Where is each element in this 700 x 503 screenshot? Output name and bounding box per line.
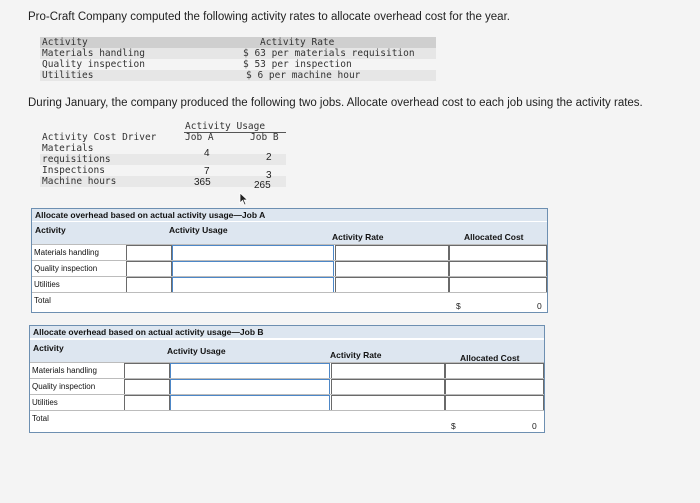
col-allocated-cost: Allocated Cost xyxy=(464,232,524,242)
usage-a-value: 4 xyxy=(204,148,210,159)
col-allocated-cost: Allocated Cost xyxy=(460,353,520,363)
col-activity-usage: Activity Usage xyxy=(167,346,226,356)
worksheet-row xyxy=(30,362,544,379)
col-activity-usage: Activity Usage xyxy=(169,225,228,235)
rate-input[interactable] xyxy=(335,277,449,293)
mouse-cursor-icon xyxy=(239,192,249,206)
worksheet-title: Allocate overhead based on actual activity usage—Job B xyxy=(30,326,544,338)
col-activity-rate: Activity Rate xyxy=(330,350,382,360)
usage-driver: Inspections xyxy=(42,165,105,176)
usage-driver: Machine hours xyxy=(42,176,117,187)
usage-driver-input[interactable] xyxy=(170,363,330,379)
usage-driver: Materials xyxy=(42,143,94,154)
row-label: Total xyxy=(34,296,51,305)
usage-input[interactable] xyxy=(126,277,172,293)
cost-input[interactable] xyxy=(445,363,544,379)
cost-input[interactable] xyxy=(449,277,547,293)
row-label: Quality inspection xyxy=(32,382,96,391)
row-label: Utilities xyxy=(34,280,60,289)
cost-input[interactable] xyxy=(449,245,547,261)
usage-group-header: Activity Usage xyxy=(185,121,266,132)
usage-col-driver: Activity Cost Driver xyxy=(42,132,157,143)
rate-input[interactable] xyxy=(331,363,445,379)
usage-input[interactable] xyxy=(124,395,170,411)
usage-col-b: Job B xyxy=(250,132,279,143)
rates-row xyxy=(40,70,436,81)
usage-b-value: 2 xyxy=(266,152,272,163)
row-label: Quality inspection xyxy=(34,264,98,273)
rates-header-row xyxy=(40,37,436,48)
rates-rate: $ 6 per machine hour xyxy=(246,70,361,81)
rate-input[interactable] xyxy=(331,379,445,395)
rates-activity: Quality inspection xyxy=(42,59,145,70)
total-value: 0 xyxy=(537,301,542,311)
worksheet-row xyxy=(30,394,544,411)
rates-activity: Utilities xyxy=(42,70,94,81)
worksheet-total-row xyxy=(32,292,547,312)
rate-input[interactable] xyxy=(335,261,449,277)
worksheet-job-b xyxy=(29,325,545,433)
rates-header-rate: Activity Rate xyxy=(260,37,335,48)
usage-driver-input[interactable] xyxy=(170,379,330,395)
row-label: Utilities xyxy=(32,398,58,407)
rates-activity: Materials handling xyxy=(42,48,145,59)
total-currency: $ xyxy=(451,421,456,431)
worksheet-total-row xyxy=(30,410,544,431)
instruction-text: During January, the company produced the following two jobs. Allocate overhead cost to each job using the activity rates. xyxy=(28,97,643,109)
total-value: 0 xyxy=(532,421,537,431)
usage-b-value: 265 xyxy=(254,180,271,191)
usage-input[interactable] xyxy=(126,245,172,261)
usage-input[interactable] xyxy=(126,261,172,277)
worksheet-job-a xyxy=(31,208,548,313)
cost-input[interactable] xyxy=(449,261,547,277)
usage-b-value: 3 xyxy=(266,170,272,181)
usage-input[interactable] xyxy=(124,363,170,379)
worksheet-title: Allocate overhead based on actual activity usage—Job A xyxy=(32,209,547,221)
rates-rate: $ 53 per inspection xyxy=(243,59,352,70)
worksheet-row xyxy=(32,244,547,261)
rates-rate: $ 63 per materials requisition xyxy=(243,48,415,59)
worksheet-row xyxy=(30,378,544,395)
col-activity-rate: Activity Rate xyxy=(332,232,384,242)
usage-col-a: Job A xyxy=(185,132,214,143)
usage-a-value: 365 xyxy=(194,177,211,188)
worksheet-header xyxy=(30,340,544,362)
col-activity: Activity xyxy=(33,343,64,353)
worksheet-row xyxy=(32,260,547,277)
intro-text: Pro-Craft Company computed the following activity rates to allocate overhead cost for the year. xyxy=(28,11,510,23)
total-currency: $ xyxy=(456,301,461,311)
usage-driver-input[interactable] xyxy=(172,277,334,293)
row-label: Materials handling xyxy=(32,366,97,375)
rate-input[interactable] xyxy=(331,395,445,411)
worksheet-header xyxy=(32,222,547,244)
usage-driver-input[interactable] xyxy=(170,395,330,411)
row-label: Total xyxy=(32,414,49,423)
row-label: Materials handling xyxy=(34,248,99,257)
cost-input[interactable] xyxy=(445,379,544,395)
cost-input[interactable] xyxy=(445,395,544,411)
col-activity: Activity xyxy=(35,225,66,235)
usage-a-value: 7 xyxy=(204,166,210,177)
worksheet-row xyxy=(32,276,547,293)
usage-driver-input[interactable] xyxy=(172,245,334,261)
usage-driver-input[interactable] xyxy=(172,261,334,277)
rates-header-activity: Activity xyxy=(42,37,88,48)
usage-input[interactable] xyxy=(124,379,170,395)
usage-driver: requisitions xyxy=(42,154,111,165)
rate-input[interactable] xyxy=(335,245,449,261)
